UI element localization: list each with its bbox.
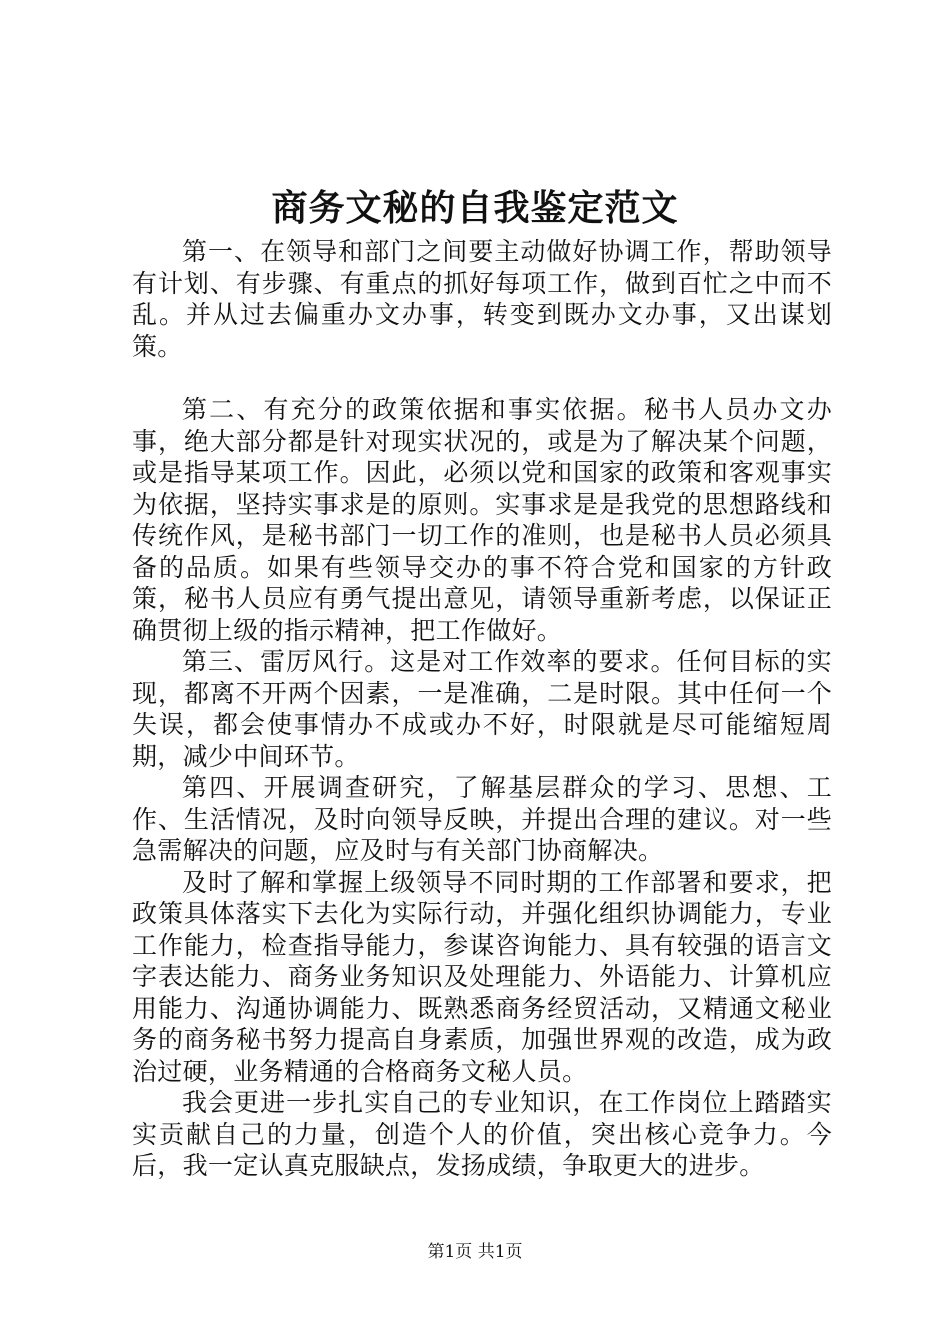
document-title: 商务文秘的自我鉴定范文 xyxy=(271,187,679,229)
page-number-footer: 第1页 共1页 xyxy=(427,1242,523,1262)
paragraph-1: 第一、在领导和部门之间要主动做好协调工作，帮助领导有计划、有步骤、有重点的抓好每项工作，做到百忙之中而不乱。并从过去偏重办文办事，转变到既办文办事，又出谋划策。 xyxy=(132,237,832,361)
document-body xyxy=(132,236,832,1182)
paragraph-6: 我会更进一步扎实自己的专业知识，在工作岗位上踏踏实实贡献自己的力量，创造个人的价值，突出核心竞争力。今后，我一定认真克服缺点，发扬成绩，争取更大的进步。 xyxy=(132,1088,832,1180)
paragraph-3: 第三、雷厉风行。这是对工作效率的要求。任何目标的实现，都离不开两个因素，一是准确，二是时限。其中任何一个失误，都会使事情办不成或办不好，时限就是尽可能缩短周期，减少中间环节。 xyxy=(132,647,832,771)
paragraph-2: 第二、有充分的政策依据和事实依据。秘书人员办文办事，绝大部分都是针对现实状况的，或是为了解决某个问题，或是指导某项工作。因此，必须以党和国家的政策和客观事实为依据，坚持实事求是的原则。实事求是是我党的思想路线和传统作风，是秘书部门一切工作的准则，也是秘书人员必须具备的品质。如果有些领导交办的事不符合党和国家的方针政策，秘书人员应有勇气提出意见，请领导重新考虑，以保证正确贯彻上级的指示精神，把工作做好。 xyxy=(132,395,832,645)
paragraph-5: 及时了解和掌握上级领导不同时期的工作部署和要求，把政策具体落实下去化为实际行动，并强化组织协调能力，专业工作能力，检查指导能力，参谋咨询能力、具有较强的语言文字表达能力、商务业务知识及处理能力、外语能力、计算机应用能力、沟通协调能力、既熟悉商务经贸活动，又精通文秘业务的商务秘书努力提高自身素质，加强世界观的改造，成为政治过硬，业务精通的合格商务文秘人员。 xyxy=(132,867,832,1086)
paragraph-4: 第四、开展调查研究，了解基层群众的学习、思想、工作、生活情况，及时向领导反映，并提出合理的建议。对一些急需解决的问题，应及时与有关部门协商解决。 xyxy=(132,773,832,865)
